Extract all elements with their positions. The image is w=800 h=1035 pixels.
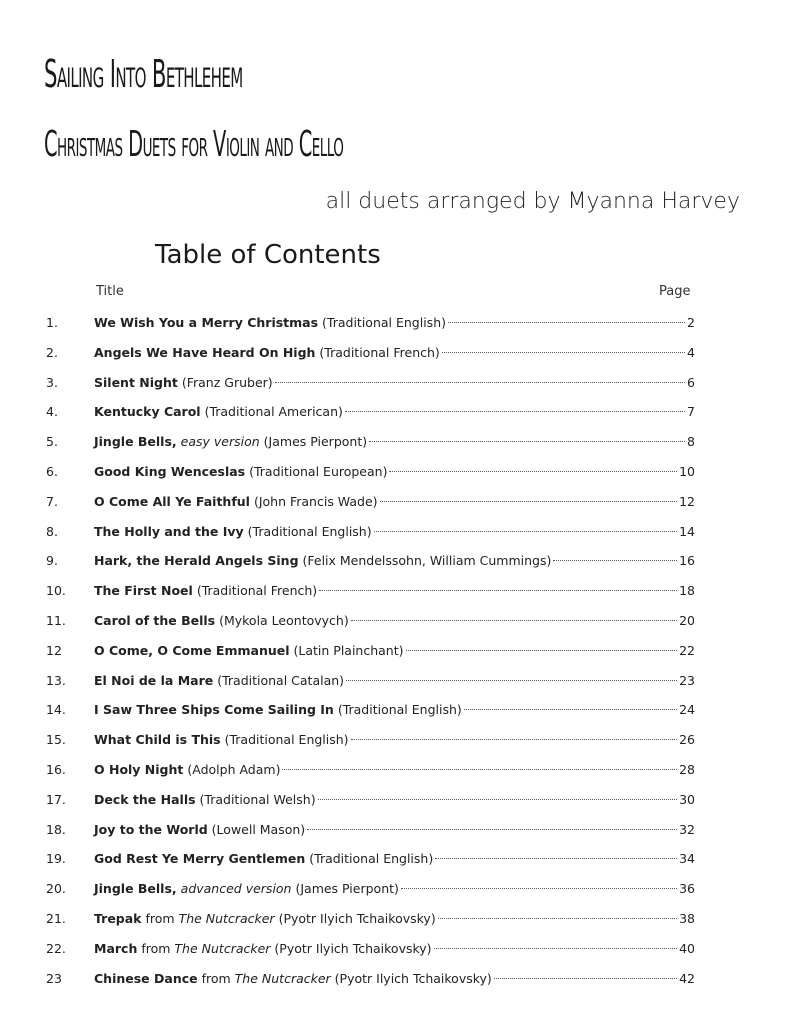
toc-entry-page: 4 bbox=[687, 344, 695, 360]
toc-entry-note: from The Nutcracker bbox=[145, 911, 275, 926]
toc-entry-number: 14. bbox=[46, 702, 66, 718]
toc-entry-number: 16. bbox=[46, 762, 66, 777]
toc-entry-text bbox=[94, 431, 367, 453]
toc-entry-number: 7. bbox=[46, 493, 58, 509]
toc-entry-line bbox=[94, 372, 695, 394]
toc-entry bbox=[0, 431, 800, 453]
toc-entry-number: 17. bbox=[46, 791, 66, 807]
toc-entry-title: Deck the Halls bbox=[94, 791, 196, 807]
toc-entry bbox=[0, 580, 800, 602]
book-subtitle: Christmas Duets for Violin and Cello bbox=[44, 124, 344, 165]
toc-entry-composer: (Traditional English) bbox=[337, 702, 462, 718]
toc-entry-page: 10 bbox=[679, 464, 695, 479]
toc-entry bbox=[0, 759, 800, 781]
toc-entry-line bbox=[94, 550, 695, 572]
toc-entry bbox=[0, 699, 800, 721]
toc-entry-page: 24 bbox=[679, 702, 695, 718]
toc-entry-number: 13. bbox=[46, 672, 66, 688]
toc-entry-composer: (Traditional Catalan) bbox=[217, 672, 345, 688]
toc-entry-page: 22 bbox=[679, 642, 695, 658]
toc-entry-line bbox=[94, 491, 695, 513]
toc-entry-note: easy version bbox=[180, 434, 260, 450]
dot-leader bbox=[380, 501, 678, 502]
toc-entry bbox=[0, 312, 800, 334]
dot-leader bbox=[434, 948, 678, 949]
toc-entry-line bbox=[94, 729, 695, 751]
toc-entry-page: 28 bbox=[679, 762, 695, 777]
toc-entry-title: Silent Night bbox=[94, 374, 178, 390]
dot-leader bbox=[351, 739, 678, 740]
toc-entry-line bbox=[94, 789, 695, 811]
toc-entry-text bbox=[94, 640, 404, 662]
toc-entry-text bbox=[94, 968, 492, 990]
toc-entry bbox=[0, 491, 800, 513]
toc-entry-line bbox=[94, 342, 695, 364]
toc-entry-page: 42 bbox=[679, 970, 695, 986]
toc-entry-text bbox=[94, 908, 436, 930]
toc-entry-composer: (Pyotr Ilyich Tchaikovsky) bbox=[274, 940, 432, 956]
toc-entry-line bbox=[94, 610, 695, 632]
toc-entry-number: 3. bbox=[46, 374, 58, 390]
toc-entry-text bbox=[94, 550, 551, 572]
toc-entry-composer: (Pyotr Ilyich Tchaikovsky) bbox=[334, 970, 492, 986]
toc-entry-line bbox=[94, 908, 695, 930]
toc-entry-text bbox=[94, 759, 280, 781]
toc-entry bbox=[0, 819, 800, 841]
dot-leader bbox=[553, 560, 677, 561]
toc-entry-line bbox=[94, 312, 695, 334]
toc-entry-line bbox=[94, 521, 695, 543]
toc-entry-line bbox=[94, 938, 695, 960]
toc-entry-title: Chinese Dance bbox=[94, 970, 198, 986]
dot-leader bbox=[374, 531, 677, 532]
toc-entry-page: 6 bbox=[687, 374, 695, 390]
dot-leader bbox=[435, 858, 677, 859]
toc-entry-line bbox=[94, 640, 695, 662]
dot-leader bbox=[282, 769, 677, 770]
dot-leader bbox=[307, 829, 677, 830]
toc-entry-page: 8 bbox=[687, 434, 695, 450]
toc-entry-text bbox=[94, 312, 446, 334]
toc-entry-text bbox=[94, 461, 387, 483]
toc-entry bbox=[0, 401, 800, 423]
dot-leader bbox=[448, 322, 685, 323]
toc-entry-composer: (James Pierpont) bbox=[295, 881, 399, 897]
toc-entry-text bbox=[94, 521, 372, 543]
toc-entry-number: 8. bbox=[46, 523, 58, 539]
toc-entry-title: O Holy Night bbox=[94, 762, 184, 777]
toc-entry-page: 14 bbox=[679, 523, 695, 539]
toc-entry-text bbox=[94, 938, 432, 960]
toc-entry-composer: (Franz Gruber) bbox=[181, 374, 273, 390]
toc-entry-composer: (Lowell Mason) bbox=[211, 821, 306, 837]
toc-entry-composer: (Mykola Leontovych) bbox=[219, 613, 349, 628]
toc-entry-line bbox=[94, 699, 695, 721]
dot-leader bbox=[401, 888, 677, 889]
toc-entry-composer: (Traditional English) bbox=[309, 851, 434, 867]
toc-entry-number: 11. bbox=[46, 613, 66, 628]
toc-entry bbox=[0, 610, 800, 632]
toc-entry-composer: (Felix Mendelssohn, William Cummings) bbox=[302, 553, 552, 569]
toc-entry-text bbox=[94, 819, 305, 841]
toc-entry-page: 16 bbox=[679, 553, 695, 569]
toc-entry-text bbox=[94, 729, 349, 751]
toc-entry-composer: (Traditional English) bbox=[322, 315, 446, 330]
toc-entry-line bbox=[94, 670, 695, 692]
toc-entry-number: 6. bbox=[46, 464, 58, 479]
toc-entry-page: 40 bbox=[679, 940, 695, 956]
toc-entry-composer: (Traditional American) bbox=[204, 404, 343, 420]
toc-entry-number: 4. bbox=[46, 404, 58, 420]
toc-entry-text bbox=[94, 789, 316, 811]
toc-entry-title: March bbox=[94, 940, 138, 956]
toc-entry-number: 10. bbox=[46, 583, 66, 599]
toc-entry-page: 30 bbox=[679, 791, 695, 807]
column-header-title: Title bbox=[96, 284, 124, 299]
toc-entry-title: O Come All Ye Faithful bbox=[94, 493, 250, 509]
toc-entry-text bbox=[94, 491, 378, 513]
column-header-page: Page bbox=[659, 284, 691, 299]
toc-entry-page: 23 bbox=[679, 672, 695, 688]
dot-leader bbox=[319, 590, 677, 591]
toc-entry-note: advanced version bbox=[180, 881, 292, 897]
toc-entry-text bbox=[94, 610, 349, 632]
dot-leader bbox=[345, 411, 685, 412]
toc-entry-title: El Noi de la Mare bbox=[94, 672, 214, 688]
toc-entry-title: Joy to the World bbox=[94, 821, 208, 837]
toc-entry-line bbox=[94, 878, 695, 900]
toc-entry bbox=[0, 938, 800, 960]
toc-entry bbox=[0, 968, 800, 990]
toc-entry-composer: (Traditional English) bbox=[247, 523, 372, 539]
toc-entry-note: from The Nutcracker bbox=[141, 940, 271, 956]
toc-entry-number: 21. bbox=[46, 911, 66, 926]
dot-leader bbox=[442, 352, 685, 353]
toc-entry-page: 32 bbox=[679, 821, 695, 837]
toc-entry-title: O Come, O Come Emmanuel bbox=[94, 642, 290, 658]
toc-entry-composer: (Latin Plainchant) bbox=[293, 642, 404, 658]
toc-entry-text bbox=[94, 372, 273, 394]
toc-entry-line bbox=[94, 848, 695, 870]
dot-leader bbox=[438, 918, 677, 919]
toc-entry-title: Jingle Bells, bbox=[94, 434, 177, 450]
dot-leader bbox=[389, 471, 677, 472]
toc-entry-composer: (Adolph Adam) bbox=[187, 762, 281, 777]
toc-entry-title: We Wish You a Merry Christmas bbox=[94, 315, 319, 330]
toc-entry bbox=[0, 342, 800, 364]
toc-entry-composer: (Pyotr Ilyich Tchaikovsky) bbox=[278, 911, 436, 926]
toc-entry-number: 2. bbox=[46, 344, 58, 360]
dot-leader bbox=[406, 650, 678, 651]
dot-leader bbox=[369, 441, 685, 442]
toc-entry-line bbox=[94, 759, 695, 781]
toc-entry-number: 15. bbox=[46, 732, 66, 748]
dot-leader bbox=[318, 799, 678, 800]
toc-heading: Table of Contents bbox=[155, 240, 381, 270]
toc-entry-title: Good King Wenceslas bbox=[94, 464, 246, 479]
toc-entry-title: I Saw Three Ships Come Sailing In bbox=[94, 702, 334, 718]
toc-entry-page: 12 bbox=[679, 493, 695, 509]
toc-entry-composer: (Traditional French) bbox=[196, 583, 318, 599]
toc-entry bbox=[0, 550, 800, 572]
toc-entry-number: 19. bbox=[46, 851, 66, 867]
toc-entry bbox=[0, 729, 800, 751]
toc-entry-title: Kentucky Carol bbox=[94, 404, 201, 420]
toc-entry-title: Carol of the Bells bbox=[94, 613, 216, 628]
toc-entry-title: The First Noel bbox=[94, 583, 193, 599]
toc-entry bbox=[0, 848, 800, 870]
toc-entry-page: 2 bbox=[687, 315, 695, 330]
dot-leader bbox=[464, 709, 677, 710]
toc-entry-line bbox=[94, 819, 695, 841]
toc-entry-line bbox=[94, 401, 695, 423]
toc-entry-number: 22. bbox=[46, 940, 66, 956]
toc-entry-title: Angels We Have Heard On High bbox=[94, 344, 316, 360]
toc-entry bbox=[0, 461, 800, 483]
dot-leader bbox=[351, 620, 677, 621]
toc-entry bbox=[0, 908, 800, 930]
toc-entry-note: from The Nutcracker bbox=[201, 970, 331, 986]
toc-entry-text bbox=[94, 670, 344, 692]
toc-entry bbox=[0, 372, 800, 394]
dot-leader bbox=[346, 680, 677, 681]
toc-entry-number: 23 bbox=[46, 970, 62, 986]
toc-entry-page: 36 bbox=[679, 881, 695, 897]
toc-entry-composer: (James Pierpont) bbox=[263, 434, 368, 450]
toc-entry-number: 20. bbox=[46, 881, 66, 897]
toc-entry-composer: (Traditional European) bbox=[249, 464, 388, 479]
toc-entry-title: The Holly and the Ivy bbox=[94, 523, 244, 539]
toc-entry-line bbox=[94, 431, 695, 453]
toc-entry-line bbox=[94, 968, 695, 990]
toc-entry bbox=[0, 521, 800, 543]
toc-entry-title: Hark, the Herald Angels Sing bbox=[94, 553, 299, 569]
arranger-credit: all duets arranged by Myanna Harvey bbox=[325, 189, 740, 214]
toc-entry-title: What Child is This bbox=[94, 732, 221, 748]
toc-entry-number: 1. bbox=[46, 315, 58, 330]
toc-entry-page: 20 bbox=[679, 613, 695, 628]
toc-entry-text bbox=[94, 699, 462, 721]
toc-entry-title: God Rest Ye Merry Gentlemen bbox=[94, 851, 306, 867]
toc-entry-composer: (Traditional French) bbox=[319, 344, 440, 360]
toc-entry-page: 38 bbox=[679, 911, 695, 926]
toc-entry-page: 26 bbox=[679, 732, 695, 748]
toc-entry-composer: (John Francis Wade) bbox=[253, 493, 378, 509]
toc-entry-text bbox=[94, 848, 433, 870]
toc-entry-text bbox=[94, 580, 317, 602]
toc-entry-line bbox=[94, 461, 695, 483]
book-title: Sailing Into Bethlehem bbox=[44, 52, 243, 96]
toc-entry-text bbox=[94, 342, 440, 364]
toc-entry-number: 12 bbox=[46, 642, 62, 658]
toc-entry-title: Jingle Bells, bbox=[94, 881, 177, 897]
toc-entry-title: Trepak bbox=[94, 911, 142, 926]
toc-entry-composer: (Traditional Welsh) bbox=[199, 791, 316, 807]
toc-entry bbox=[0, 878, 800, 900]
toc-entry bbox=[0, 789, 800, 811]
toc-entry bbox=[0, 640, 800, 662]
toc-entry-line bbox=[94, 580, 695, 602]
toc-entry-composer: (Traditional English) bbox=[224, 732, 349, 748]
toc-entry-page: 34 bbox=[679, 851, 695, 867]
dot-leader bbox=[494, 978, 677, 979]
toc-entry-page: 7 bbox=[687, 404, 695, 420]
toc-entry-page: 18 bbox=[679, 583, 695, 599]
toc-entry-text bbox=[94, 401, 343, 423]
toc-entry-text bbox=[94, 878, 399, 900]
toc-entry-number: 9. bbox=[46, 553, 58, 569]
dot-leader bbox=[275, 382, 685, 383]
toc-entry-number: 18. bbox=[46, 821, 66, 837]
toc-entry-number: 5. bbox=[46, 434, 58, 450]
toc-entry bbox=[0, 670, 800, 692]
